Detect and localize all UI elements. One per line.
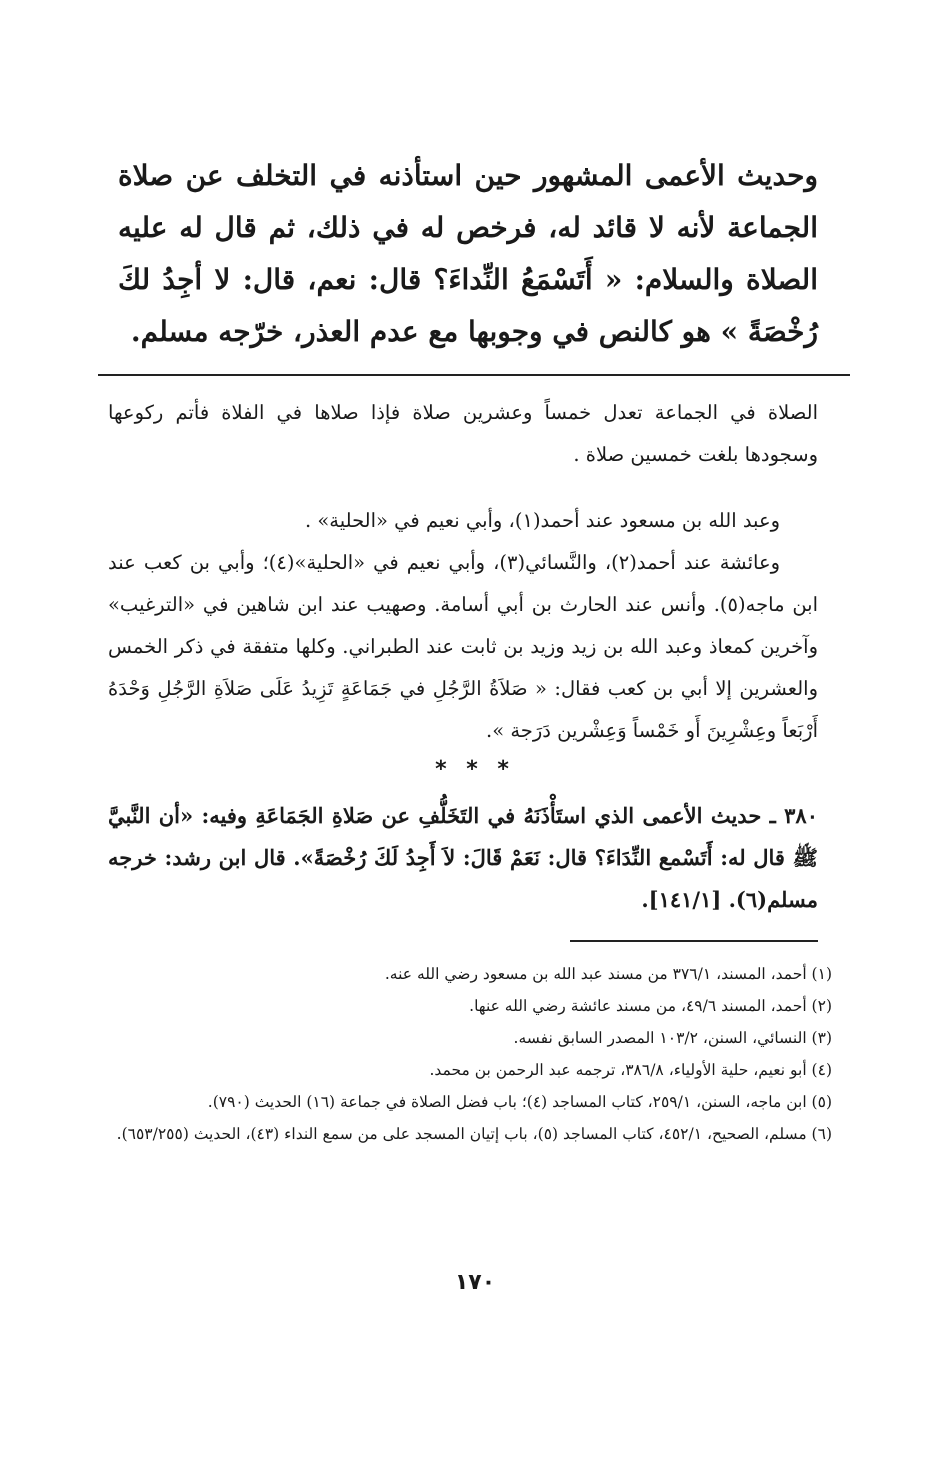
footnote-4: (٤) أبو نعيم، حلية الأولياء، ٣٨٦/٨، ترجمه عبد الرحمن بن محمد. [429,1061,832,1079]
notes-paragraph-2: وعبد الله بن مسعود عند أحمد(١)، وأبي نعيم في «الحلية» . [304,509,780,532]
footnote-divider [570,940,818,942]
footnote-1: (١) أحمد، المسند، ٣٧٦/١ من مسند عبد الله بن مسعود رضي الله عنه. [384,965,832,983]
main-commentary [118,150,818,358]
footnote-6: (٦) مسلم، الصحيح، ٤٥٢/١، كتاب المساجد (٥)، باب إتيان المسجد على من سمع النداء (٤٣)، الحديث (٦٥٣/٢٥٥). [116,1125,832,1143]
section-divider [98,374,850,376]
footnote-5: (٥) ابن ماجه، السنن، ٢٥٩/١، كتاب المساجد (٤)؛ باب فضل الصلاة في جماعة (١٦) الحديث (٧٩٠). [207,1093,832,1111]
footnotes [108,958,832,1150]
hadith-entry-text: ٣٨٠ ـ حديث الأعمى الذي استَأْذَنَهُ في التَخَلُّفِ عن صَلاةِ الجَمَاعَةِ وفيه: «أن النَّبيَّ ﷺ قال له: أَتَسْمع النِّدَاءَ؟ قال: نَعَمْ قَالَ: لاَ أَجِدُ لَكَ رُخْصَةً». قال ابن رشد: خرجه مسلم(٦). [١٤١/١]. [108,803,818,912]
main-commentary-text: وحديث الأعمى المشهور حين استأذنه في التخلف عن صلاة الجماعة لأنه لا قائد له، فرخص له في ذلك، ثم قال له عليه الصلاة والسلام: « أَتَسْمَعُ النِّداءَ؟ قال: نعم، قال: لا أجِدُ لكَ رُخْصَةً » هو كالنص في وجوبها مع عدم العذر، خرّجه مسلم. [118,159,818,348]
asterisk-separator: * * * [435,757,515,782]
notes-paragraph-3: وعائشة عند أحمد(٢)، والنَّسائي(٣)، وأبي نعيم في «الحلية»(٤)؛ وأبي بن كعب عند ابن ماجه(٥). وأنس عند الحارث بن أبي أسامة. وصهيب عند ابن شاهين في «الترغيب» وآخرين كمعاذ وعبد الله بن زيد وزيد بن ثابت عند الطبراني. وكلها متفقة في ذكر الخمس والعشرين إلا أبي بن كعب فقال: « صَلاَةُ الرَّجُلِ في جَمَاعَةٍ تَزِيدُ عَلَى صَلاَةِ الرَّجُلِ وَحْدَهُ أَرْبَعاً وعِشْرِينَ أَو خَمْساً وَعِشْرين دَرَجة ». [108,551,819,742]
hadith-notes-narrators [108,500,818,752]
footnote-2: (٢) أحمد، المسند ٤٩/٦، من مسند عائشة رضي الله عنها. [469,997,832,1015]
notes-paragraph-1: الصلاة في الجماعة تعدل خمساً وعشرين صلاة فإذا صلاها في الفلاة فأتم ركوعها وسجودها بلغت خمسين صلاة . [108,401,818,466]
hadith-entry-380 [108,795,818,921]
footnote-3: (٣) النسائي، السنن، ١٠٣/٢ المصدر السابق نفسه. [513,1029,832,1047]
hadith-notes-intro [108,392,818,476]
page-number: ١٧٠ [454,1270,496,1295]
